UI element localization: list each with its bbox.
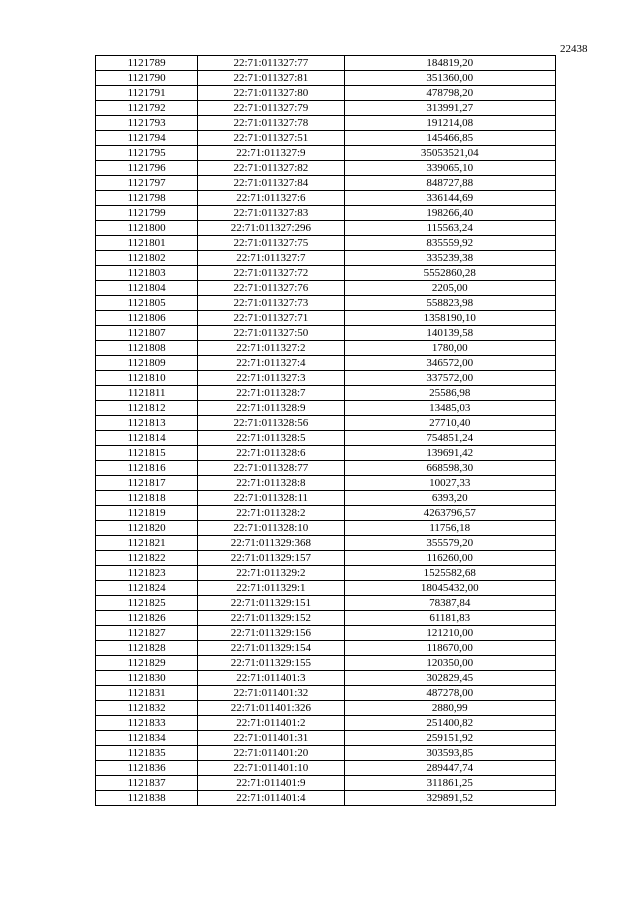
table-row <box>96 221 556 236</box>
value-cell: 313991,27 <box>344 101 555 116</box>
record-number-cell: 1121834 <box>96 731 198 746</box>
value-cell: 329891,52 <box>344 791 555 806</box>
value-cell: 25586,98 <box>344 386 555 401</box>
value-cell: 27710,40 <box>344 416 555 431</box>
value-cell: 1358190,10 <box>344 311 555 326</box>
record-number-cell: 1121816 <box>96 461 198 476</box>
cadastral-number-cell: 22:71:011327:79 <box>198 101 344 116</box>
cadastral-number-cell: 22:71:011328:77 <box>198 461 344 476</box>
table-row <box>96 716 556 731</box>
table-row <box>96 581 556 596</box>
cadastral-number-cell: 22:71:011327:296 <box>198 221 344 236</box>
record-number-cell: 1121835 <box>96 746 198 761</box>
value-cell: 355579,20 <box>344 536 555 551</box>
value-cell: 754851,24 <box>344 431 555 446</box>
table-body <box>96 56 556 806</box>
value-cell: 11756,18 <box>344 521 555 536</box>
table-row <box>96 761 556 776</box>
record-number-cell: 1121791 <box>96 86 198 101</box>
cadastral-number-cell: 22:71:011329:2 <box>198 566 344 581</box>
record-number-cell: 1121828 <box>96 641 198 656</box>
cadastral-number-cell: 22:71:011327:78 <box>198 116 344 131</box>
cadastral-number-cell: 22:71:011401:20 <box>198 746 344 761</box>
table-row <box>96 431 556 446</box>
record-number-cell: 1121818 <box>96 491 198 506</box>
record-number-cell: 1121795 <box>96 146 198 161</box>
value-cell: 346572,00 <box>344 356 555 371</box>
cadastral-number-cell: 22:71:011401:31 <box>198 731 344 746</box>
table-row <box>96 446 556 461</box>
table-row <box>96 116 556 131</box>
cadastral-number-cell: 22:71:011401:326 <box>198 701 344 716</box>
cadastral-number-cell: 22:71:011327:84 <box>198 176 344 191</box>
table-row <box>96 776 556 791</box>
record-number-cell: 1121794 <box>96 131 198 146</box>
record-number-cell: 1121790 <box>96 71 198 86</box>
cadastral-number-cell: 22:71:011401:9 <box>198 776 344 791</box>
cadastral-number-cell: 22:71:011401:4 <box>198 791 344 806</box>
value-cell: 487278,00 <box>344 686 555 701</box>
table-row <box>96 326 556 341</box>
table-row <box>96 416 556 431</box>
record-number-cell: 1121830 <box>96 671 198 686</box>
cadastral-number-cell: 22:71:011329:1 <box>198 581 344 596</box>
value-cell: 259151,92 <box>344 731 555 746</box>
value-cell: 835559,92 <box>344 236 555 251</box>
table-row <box>96 206 556 221</box>
record-number-cell: 1121838 <box>96 791 198 806</box>
cadastral-number-cell: 22:71:011329:156 <box>198 626 344 641</box>
value-cell: 302829,45 <box>344 671 555 686</box>
value-cell: 1780,00 <box>344 341 555 356</box>
cadastral-number-cell: 22:71:011329:151 <box>198 596 344 611</box>
table-row <box>96 386 556 401</box>
record-number-cell: 1121836 <box>96 761 198 776</box>
table-row <box>96 656 556 671</box>
value-cell: 4263796,57 <box>344 506 555 521</box>
record-number-cell: 1121826 <box>96 611 198 626</box>
cadastral-number-cell: 22:71:011328:2 <box>198 506 344 521</box>
table-row <box>96 341 556 356</box>
cadastral-number-cell: 22:71:011328:56 <box>198 416 344 431</box>
record-number-cell: 1121827 <box>96 626 198 641</box>
table-row <box>96 101 556 116</box>
record-number-cell: 1121829 <box>96 656 198 671</box>
record-number-cell: 1121805 <box>96 296 198 311</box>
record-number-cell: 1121819 <box>96 506 198 521</box>
cadastral-number-cell: 22:71:011327:80 <box>198 86 344 101</box>
table-row <box>96 86 556 101</box>
cadastral-number-cell: 22:71:011328:7 <box>198 386 344 401</box>
value-cell: 336144,69 <box>344 191 555 206</box>
value-cell: 118670,00 <box>344 641 555 656</box>
cadastral-number-cell: 22:71:011327:51 <box>198 131 344 146</box>
table-row <box>96 521 556 536</box>
record-number-cell: 1121815 <box>96 446 198 461</box>
cadastral-number-cell: 22:71:011327:50 <box>198 326 344 341</box>
cadastral-number-cell: 22:71:011328:5 <box>198 431 344 446</box>
value-cell: 198266,40 <box>344 206 555 221</box>
value-cell: 2205,00 <box>344 281 555 296</box>
record-number-cell: 1121831 <box>96 686 198 701</box>
record-number-cell: 1121797 <box>96 176 198 191</box>
record-number-cell: 1121807 <box>96 326 198 341</box>
record-number-cell: 1121802 <box>96 251 198 266</box>
table-row <box>96 251 556 266</box>
value-cell: 145466,85 <box>344 131 555 146</box>
record-number-cell: 1121820 <box>96 521 198 536</box>
record-number-cell: 1121798 <box>96 191 198 206</box>
value-cell: 668598,30 <box>344 461 555 476</box>
cadastral-number-cell: 22:71:011327:81 <box>198 71 344 86</box>
table-row <box>96 476 556 491</box>
cadastral-number-cell: 22:71:011329:368 <box>198 536 344 551</box>
record-number-cell: 1121806 <box>96 311 198 326</box>
cadastral-number-cell: 22:71:011327:2 <box>198 341 344 356</box>
cadastral-number-cell: 22:71:011329:157 <box>198 551 344 566</box>
table-row <box>96 506 556 521</box>
table-row <box>96 536 556 551</box>
table-row <box>96 596 556 611</box>
value-cell: 35053521,04 <box>344 146 555 161</box>
record-number-cell: 1121837 <box>96 776 198 791</box>
record-number-cell: 1121809 <box>96 356 198 371</box>
value-cell: 335239,38 <box>344 251 555 266</box>
table-row <box>96 146 556 161</box>
value-cell: 2880,99 <box>344 701 555 716</box>
cadastral-number-cell: 22:71:011328:10 <box>198 521 344 536</box>
table-row <box>96 686 556 701</box>
cadastral-number-cell: 22:71:011327:9 <box>198 146 344 161</box>
table-row <box>96 626 556 641</box>
cadastral-number-cell: 22:71:011327:76 <box>198 281 344 296</box>
value-cell: 303593,85 <box>344 746 555 761</box>
record-number-cell: 1121796 <box>96 161 198 176</box>
table-row <box>96 491 556 506</box>
value-cell: 115563,24 <box>344 221 555 236</box>
cadastral-number-cell: 22:71:011328:8 <box>198 476 344 491</box>
record-number-cell: 1121817 <box>96 476 198 491</box>
table-row <box>96 71 556 86</box>
cadastral-number-cell: 22:71:011329:152 <box>198 611 344 626</box>
cadastral-number-cell: 22:71:011327:75 <box>198 236 344 251</box>
record-number-cell: 1121808 <box>96 341 198 356</box>
record-number-cell: 1121814 <box>96 431 198 446</box>
value-cell: 78387,84 <box>344 596 555 611</box>
cadastral-number-cell: 22:71:011327:72 <box>198 266 344 281</box>
record-number-cell: 1121833 <box>96 716 198 731</box>
value-cell: 116260,00 <box>344 551 555 566</box>
value-cell: 140139,58 <box>344 326 555 341</box>
record-number-cell: 1121812 <box>96 401 198 416</box>
record-number-cell: 1121799 <box>96 206 198 221</box>
table-row <box>96 701 556 716</box>
cadastral-number-cell: 22:71:011327:7 <box>198 251 344 266</box>
cadastral-number-cell: 22:71:011327:83 <box>198 206 344 221</box>
value-cell: 339065,10 <box>344 161 555 176</box>
record-number-cell: 1121804 <box>96 281 198 296</box>
cadastral-number-cell: 22:71:011328:11 <box>198 491 344 506</box>
table-row <box>96 791 556 806</box>
record-number-cell: 1121792 <box>96 101 198 116</box>
cadastral-number-cell: 22:71:011401:2 <box>198 716 344 731</box>
table-row <box>96 131 556 146</box>
cadastral-number-cell: 22:71:011327:3 <box>198 371 344 386</box>
cadastral-number-cell: 22:71:011329:155 <box>198 656 344 671</box>
value-cell: 10027,33 <box>344 476 555 491</box>
record-number-cell: 1121811 <box>96 386 198 401</box>
table-row <box>96 281 556 296</box>
table-row <box>96 236 556 251</box>
page-number: 22438 <box>560 43 588 55</box>
record-number-cell: 1121800 <box>96 221 198 236</box>
value-cell: 1525582,68 <box>344 566 555 581</box>
cadastral-number-cell: 22:71:011327:77 <box>198 56 344 71</box>
value-cell: 351360,00 <box>344 71 555 86</box>
value-cell: 311861,25 <box>344 776 555 791</box>
table-row <box>96 356 556 371</box>
record-number-cell: 1121803 <box>96 266 198 281</box>
table-row <box>96 371 556 386</box>
table-row <box>96 731 556 746</box>
cadastral-number-cell: 22:71:011401:3 <box>198 671 344 686</box>
table-row <box>96 266 556 281</box>
value-cell: 184819,20 <box>344 56 555 71</box>
cadastral-number-cell: 22:71:011327:6 <box>198 191 344 206</box>
record-number-cell: 1121813 <box>96 416 198 431</box>
value-cell: 6393,20 <box>344 491 555 506</box>
table-row <box>96 161 556 176</box>
value-cell: 337572,00 <box>344 371 555 386</box>
record-number-cell: 1121824 <box>96 581 198 596</box>
table-row <box>96 611 556 626</box>
table-row <box>96 671 556 686</box>
value-cell: 18045432,00 <box>344 581 555 596</box>
cadastral-number-cell: 22:71:011327:71 <box>198 311 344 326</box>
record-number-cell: 1121821 <box>96 536 198 551</box>
table-row <box>96 56 556 71</box>
value-cell: 139691,42 <box>344 446 555 461</box>
record-number-cell: 1121801 <box>96 236 198 251</box>
table-row <box>96 311 556 326</box>
cadastral-number-cell: 22:71:011329:154 <box>198 641 344 656</box>
value-cell: 251400,82 <box>344 716 555 731</box>
value-cell: 5552860,28 <box>344 266 555 281</box>
record-number-cell: 1121793 <box>96 116 198 131</box>
value-cell: 478798,20 <box>344 86 555 101</box>
cadastral-number-cell: 22:71:011327:82 <box>198 161 344 176</box>
record-number-cell: 1121822 <box>96 551 198 566</box>
value-cell: 121210,00 <box>344 626 555 641</box>
value-cell: 120350,00 <box>344 656 555 671</box>
table-row <box>96 746 556 761</box>
value-cell: 848727,88 <box>344 176 555 191</box>
cadastral-number-cell: 22:71:011328:9 <box>198 401 344 416</box>
table-row <box>96 176 556 191</box>
cadastral-number-cell: 22:71:011328:6 <box>198 446 344 461</box>
value-cell: 13485,03 <box>344 401 555 416</box>
cadastral-number-cell: 22:71:011327:73 <box>198 296 344 311</box>
value-cell: 558823,98 <box>344 296 555 311</box>
record-number-cell: 1121832 <box>96 701 198 716</box>
table-row <box>96 566 556 581</box>
cadastral-number-cell: 22:71:011327:4 <box>198 356 344 371</box>
table-row <box>96 296 556 311</box>
table-row <box>96 401 556 416</box>
table-row <box>96 641 556 656</box>
records-table <box>95 55 556 806</box>
cadastral-number-cell: 22:71:011401:10 <box>198 761 344 776</box>
table-row <box>96 191 556 206</box>
table-row <box>96 551 556 566</box>
value-cell: 191214,08 <box>344 116 555 131</box>
table-row <box>96 461 556 476</box>
record-number-cell: 1121789 <box>96 56 198 71</box>
value-cell: 289447,74 <box>344 761 555 776</box>
cadastral-number-cell: 22:71:011401:32 <box>198 686 344 701</box>
value-cell: 61181,83 <box>344 611 555 626</box>
record-number-cell: 1121810 <box>96 371 198 386</box>
record-number-cell: 1121825 <box>96 596 198 611</box>
record-number-cell: 1121823 <box>96 566 198 581</box>
